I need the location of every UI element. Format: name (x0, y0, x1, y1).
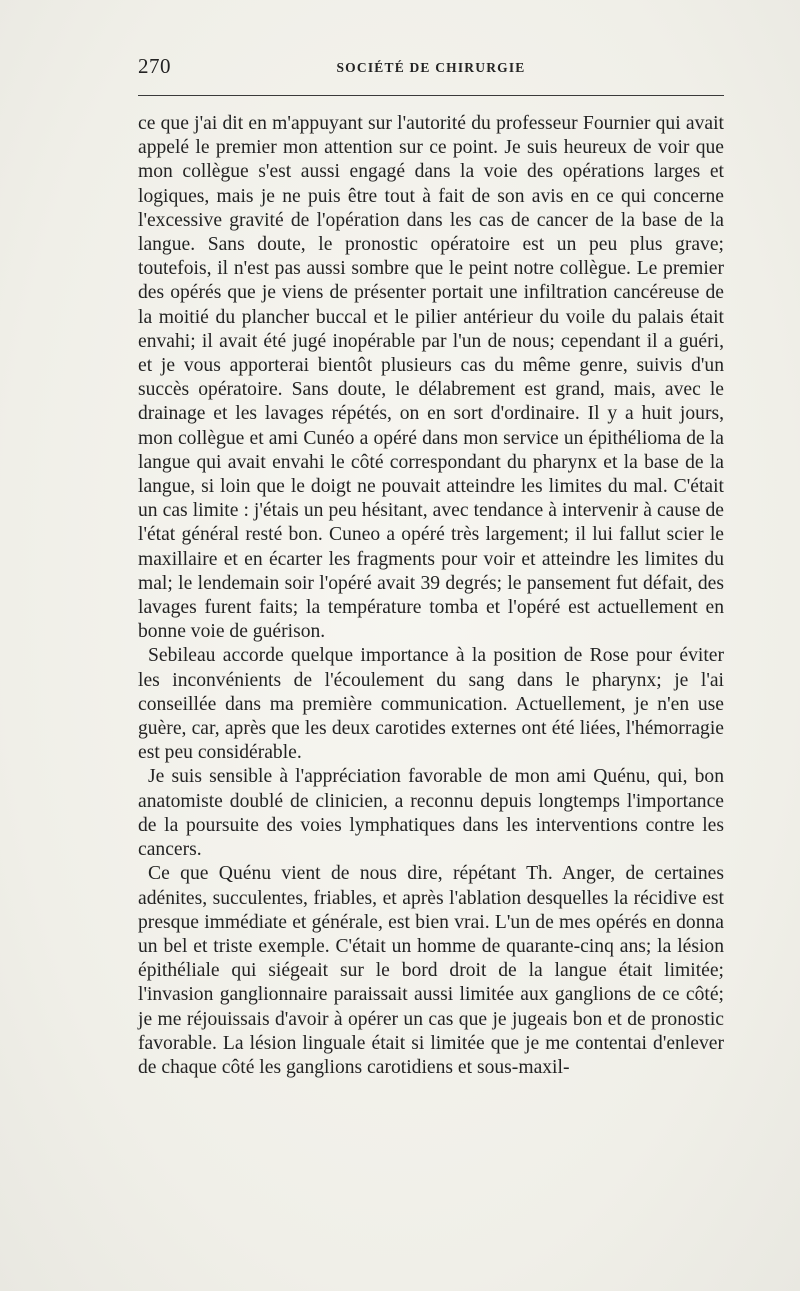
paragraph-1: ce que j'ai dit en m'appuyant sur l'autorité du professeur Fournier qui avait appelé le premier mon attention sur ce point. Je suis heureux de voir que mon collègue s'est aussi engagé dans la voie des opérations larges et logiques, mais je ne puis être tout à fait de son avis en ce qui concerne l'excessive gravité de l'opération dans les cas de cancer de la base de la langue. Sans doute, le pronostic opératoire est un peu plus grave; toutefois, il n'est pas aussi sombre que le peint notre collègue. Le premier des opérés que je viens de présenter portait une infiltration cancéreuse de la moitié du plancher buccal et le pilier antérieur du voile du palais était envahi; il avait été jugé inopérable par l'un de nous; cependant il a guéri, et je vous apporterai bientôt plusieurs cas du même genre, suivis d'un succès opératoire. Sans doute, le délabrement est grand, mais, avec le drainage et les lavages répétés, on en sort d'ordinaire. Il y a huit jours, mon collègue et ami Cunéo a opéré dans mon service un épithélioma de la langue qui avait envahi le côté correspondant du pharynx et la base de la langue, si loin que le doigt ne pouvait atteindre les limites du mal. C'était un cas limite : j'étais un peu hésitant, avec tendance à intervenir à cause de l'état général resté bon. Cuneo a opéré très largement; il lui fallut scier le maxillaire et en écarter les fragments pour voir et atteindre les limites du mal; le lendemain soir l'opéré avait 39 degrés; le pansement fut défait, des lavages furent faits; la température tomba et l'opéré est actuellement en bonne voie de guérison. (138, 113, 724, 643)
paragraph-4: Ce que Quénu vient de nous dire, répétant Th. Anger, de certaines adénites, succulentes, friables, et après l'ablation desquelles la récidive est presque immédiate et générale, est bien vrai. L'un de mes opérés en donna un bel et triste exemple. C'était un homme de quarante-cinq ans; la lésion épithéliale qui siégeait sur le bord droit de la langue était limitée; l'invasion ganglionnaire paraissait aussi limitée aux ganglions de ce côté; je me réjouissais d'avoir à opérer un cas que je jugeais bon et de pronostic favorable. La lésion linguale était si limitée que je me contentai d'enlever de chaque côté les ganglions carotidiens et sous-maxil- (138, 863, 724, 1078)
paragraph-3: Je suis sensible à l'appréciation favorable de mon ami Quénu, qui, bon anatomiste doublé de clinicien, a reconnu depuis longtemps l'importance de la poursuite des voies lymphatiques dans les interventions contre les cancers. (138, 766, 724, 861)
body-text (138, 112, 724, 1080)
paragraph-2: Sebileau accorde quelque importance à la position de Rose pour éviter les inconvénients de l'écoulement du sang dans le pharynx; je l'ai conseillée dans ma première communication. Actuellement, je n'en use guère, car, après que les deux carotides externes ont été liées, l'hémorragie est peu considérable. (138, 645, 724, 764)
page-number: 270 (138, 54, 171, 78)
page-header (138, 54, 724, 84)
running-head: SOCIÉTÉ DE CHIRURGIE (336, 60, 526, 75)
header-rule (138, 95, 724, 96)
